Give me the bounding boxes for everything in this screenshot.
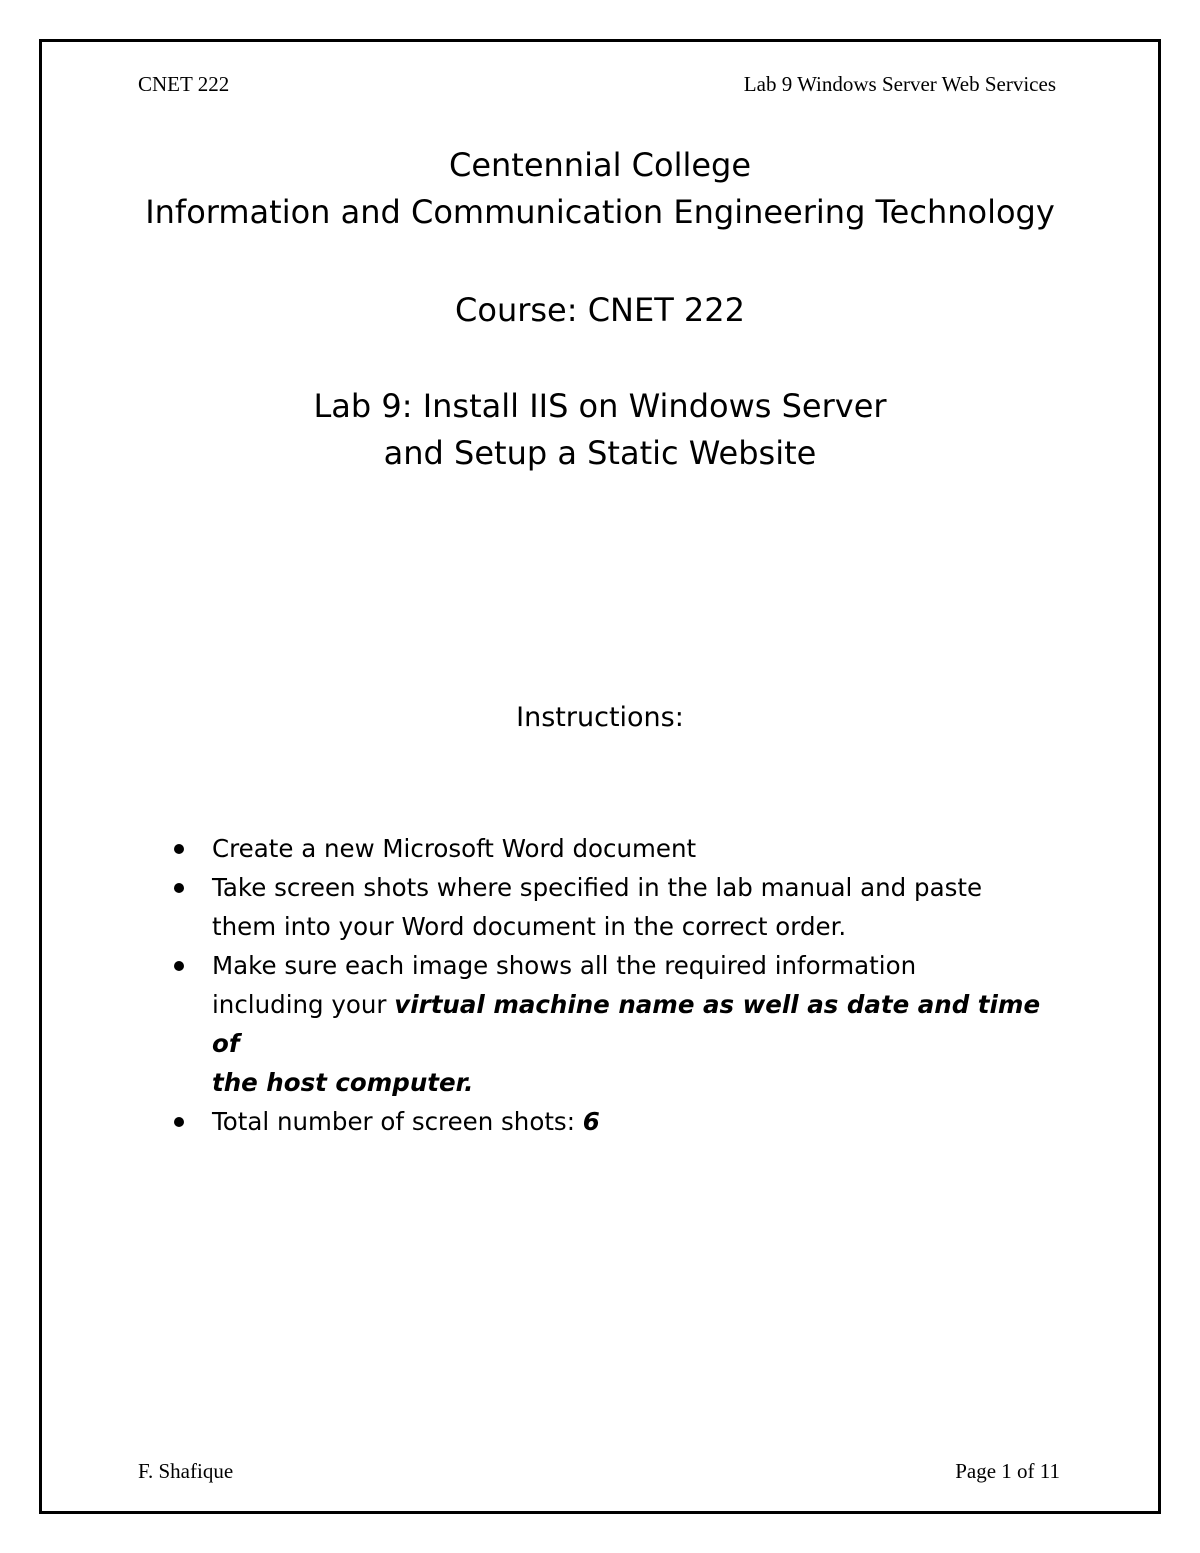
footer-page-number: Page 1 of 11 bbox=[955, 1459, 1060, 1483]
header-lab-title: Lab 9 Windows Server Web Services bbox=[743, 72, 1056, 96]
list-item-text-line1: Make sure each image shows all the required information bbox=[212, 951, 917, 980]
bullet-icon bbox=[174, 883, 184, 893]
header-course-code: CNET 222 bbox=[138, 72, 230, 96]
list-item-emphasis-line3: the host computer. bbox=[212, 1068, 474, 1097]
list-item bbox=[172, 946, 1072, 1102]
instructions-list bbox=[172, 829, 1072, 1141]
page-border bbox=[39, 39, 1161, 1514]
list-item-text-line2-prefix: including your bbox=[212, 990, 395, 1019]
list-item bbox=[172, 868, 1072, 946]
list-item bbox=[172, 1102, 1072, 1141]
lab-title-block bbox=[0, 383, 1200, 477]
bullet-icon bbox=[174, 961, 184, 971]
title-block bbox=[0, 142, 1200, 236]
list-item-emphasis: virtual machine name as well as date and time of bbox=[212, 990, 1041, 1058]
list-item-text-line1: Take screen shots where specified in the lab manual and paste bbox=[212, 873, 983, 902]
bullet-icon bbox=[174, 1117, 184, 1127]
bullet-icon bbox=[174, 844, 184, 854]
list-item-text: Total number of screen shots: bbox=[212, 1107, 583, 1136]
lab-title-line1: Lab 9: Install IIS on Windows Server bbox=[313, 387, 887, 425]
list-item bbox=[172, 829, 1072, 868]
list-item-text-line2: them into your Word document in the correct order. bbox=[212, 912, 847, 941]
lab-title-line2: and Setup a Static Website bbox=[383, 434, 817, 472]
instructions-heading: Instructions: bbox=[516, 702, 684, 733]
department-name: Information and Communication Engineering Technology bbox=[145, 193, 1055, 231]
course-block bbox=[0, 287, 1200, 334]
footer-author: F. Shafique bbox=[138, 1459, 234, 1483]
screenshot-count: 6 bbox=[582, 1107, 600, 1136]
course-name: Course: CNET 222 bbox=[455, 291, 745, 329]
college-name: Centennial College bbox=[448, 146, 752, 184]
list-item-text: Create a new Microsoft Word document bbox=[212, 834, 697, 863]
